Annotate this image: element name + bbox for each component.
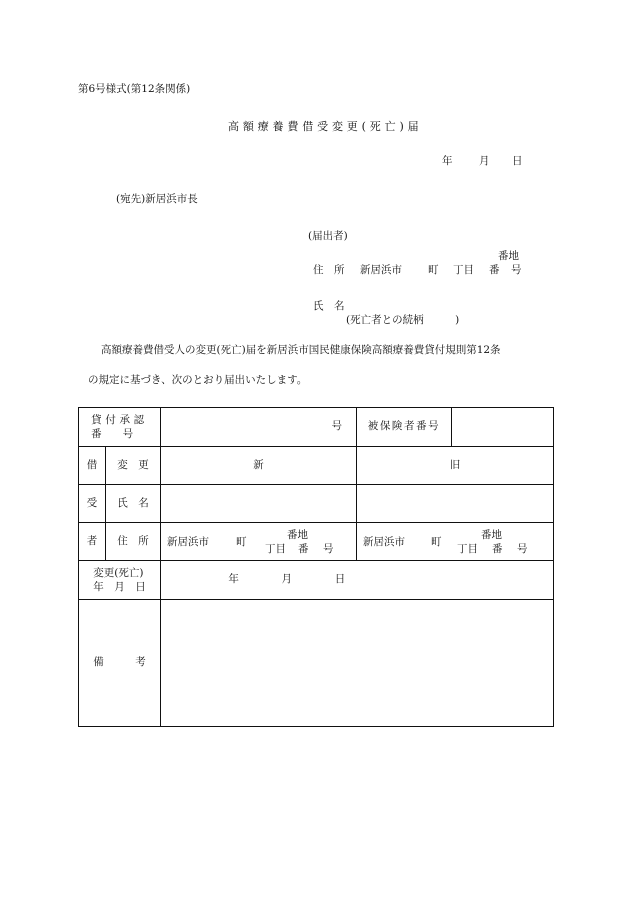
- new-address-ban: 番: [298, 542, 309, 555]
- applicant-city: 新居浜市: [360, 264, 402, 276]
- new-address-cho: 町: [236, 535, 247, 548]
- applicant-label: (届出者): [308, 230, 348, 242]
- change-date-year: 年: [228, 573, 239, 586]
- change-date-label-1: 変更(死亡): [93, 566, 144, 579]
- new-label: 新: [161, 447, 357, 485]
- addressee: (宛先)新居浜市長: [116, 193, 198, 205]
- loan-number-label-cell: [79, 408, 161, 447]
- new-address-banchi: 番地: [287, 528, 309, 541]
- old-address-ban: 番: [492, 542, 503, 555]
- applicant-cho: 町: [428, 264, 439, 276]
- borrower-change-form-table: [78, 407, 554, 727]
- address-label: 住 所: [106, 523, 161, 561]
- date-year: 年: [442, 155, 453, 167]
- form-number: 第6号様式(第12条関係): [78, 83, 191, 95]
- loan-number-label-2: 番 号: [91, 427, 134, 440]
- old-address-go: 号: [517, 542, 528, 555]
- statement-line-1: 高額療養費借受人の変更(死亡)届を新居浜市国民健康保険高額療養費貸付規則第12条: [101, 344, 501, 356]
- applicant-ban: 番: [489, 264, 500, 276]
- new-name-field[interactable]: [161, 485, 357, 523]
- borrower-label-3: 者: [79, 523, 106, 561]
- old-label: 旧: [357, 447, 554, 485]
- old-address-field[interactable]: [357, 523, 554, 561]
- new-address-field[interactable]: [161, 523, 357, 561]
- borrower-label-1: 借: [79, 447, 106, 485]
- old-address-chome: 丁目: [457, 542, 479, 555]
- old-address-banchi: 番地: [481, 528, 503, 541]
- change-date-label-cell: [79, 561, 161, 600]
- name-label: 氏 名: [106, 485, 161, 523]
- insured-number-label: 被保険者番号: [357, 408, 452, 447]
- change-date-month: 月: [281, 573, 293, 586]
- change-date-label-2: 年 月 日: [93, 580, 146, 593]
- change-label: 変 更: [106, 447, 161, 485]
- statement-line-2: の規定に基づき、次のとおり届出いたします。: [88, 374, 308, 386]
- change-date-day: 日: [334, 573, 346, 586]
- date-month: 月: [479, 155, 490, 167]
- new-address-chome: 丁目: [265, 542, 287, 555]
- old-name-field[interactable]: [357, 485, 554, 523]
- applicant-relation: (死亡者との続柄 ): [346, 314, 460, 326]
- applicant-banchi: 番地: [498, 250, 519, 262]
- applicant-address-label: 住 所: [313, 264, 345, 276]
- borrower-label-2: 受: [79, 485, 106, 523]
- loan-number-field[interactable]: [161, 408, 357, 447]
- insured-number-field[interactable]: [452, 408, 554, 447]
- new-address-city: 新居浜市: [167, 535, 210, 548]
- applicant-name-label: 氏 名: [313, 300, 345, 312]
- applicant-go: 号: [511, 264, 522, 276]
- old-address-cho: 町: [431, 535, 442, 548]
- loan-number-suffix: 号: [331, 420, 343, 433]
- change-date-field[interactable]: [161, 561, 554, 600]
- remarks-field[interactable]: [161, 600, 554, 727]
- applicant-chome: 丁目: [453, 264, 474, 276]
- old-address-city: 新居浜市: [363, 535, 406, 548]
- form-title: 高額療養費借受変更(死亡)届: [228, 120, 423, 133]
- remarks-label: 備 考: [79, 600, 161, 727]
- loan-number-label-1: 貸付承認: [91, 413, 148, 426]
- new-address-go: 号: [323, 542, 334, 555]
- date-day: 日: [512, 155, 523, 167]
